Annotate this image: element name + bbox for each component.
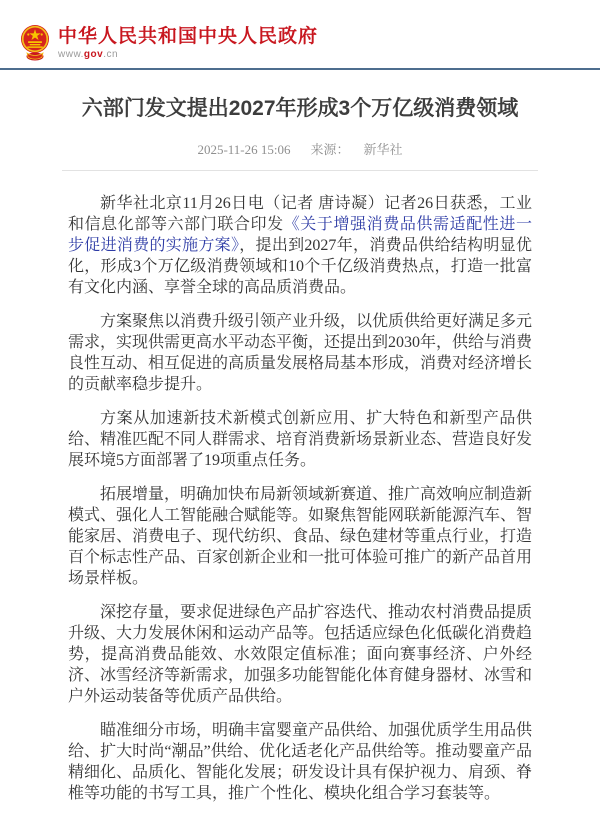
bottom-padding [0,817,600,835]
site-url-gov: gov [83,48,104,60]
site-url [58,48,318,61]
paragraph-4: 拓展增量，明确加快布局新领域新赛道、推广高效响应制造新模式、强化人工智能融合赋能等。如聚焦智能网联新能源汽车、智能家居、消费电子、现代纺织、食品、绿色建材等重点行业，打造百个标志性产品、百家创新企业和一批可体验可推广的新产品首用场景样板。 [68,486,533,587]
meta-divider [62,170,538,171]
paragraph-2: 方案聚焦以消费升级引领产业升级，以优质供给更好满足多元需求，实现供需更高水平动态平衡，还提出到2030年，供给与消费良性互动、相互促进的高质量发展格局基本形成，消费对经济增长的贡献率稳步提升。 [68,313,533,393]
national-emblem-icon [20,24,50,62]
paragraph-5: 深挖存量，要求促进绿色产品扩容迭代、推动农村消费品提质升级、大力发展休闲和运动产品等。包括适应绿色化低碳化消费趋势，提高消费品能效、水效限定值标准；面向赛事经济、户外经济、冰雪经济等新需求，加强多功能智能化体育健身器材、冰雪和户外运动装备等优质产品供给。 [68,604,533,705]
paragraph-1-post: ，提出到2027年，消费品供给结构明显优化，形成3个万亿级消费领域和10个千亿级消费热点，打造一批富有文化内涵、享誉全球的高品质消费品。 [68,237,532,296]
article-title: 六部门发文提出2027年形成3个万亿级消费领域 [81,97,519,120]
paragraph-6: 瞄准细分市场，明确丰富婴童产品供给、加强优质学生用品供给、扩大时尚“潮品”供给、优化适老化产品供给等。推动婴童产品精细化、品质化、智能化发展；研发设计具有保护视力、肩颈、脊椎等功能的书写工具，推广个性化、模块化组合学习套装等。 [68,722,533,802]
article-body [68,193,532,804]
site-url-www: www. [58,48,84,60]
header-divider [0,68,600,70]
policy-document-link[interactable]: 《关于增强消费品供需适配性进一步促进消费的实施方案》 [68,216,532,254]
paragraph-1 [68,193,532,298]
article-main [0,95,600,835]
article-meta [0,139,600,158]
site-logo[interactable] [0,0,600,68]
source-name: 新华社 [363,142,403,157]
site-url-cn: .cn [103,48,119,60]
site-header [0,0,600,70]
source-label: 来源： [310,142,350,157]
paragraph-1-pre: 新华社北京11月26日电（记者 唐诗凝）记者26日获悉，工业和信息化部等六部门联合印发 [68,195,532,233]
site-title-block [58,26,318,61]
publish-date: 2025-11-26 15:06 [197,142,291,157]
site-name: 中华人民共和国中央人民政府 [58,25,319,47]
paragraph-3: 方案从加速新技术新模式创新应用、扩大特色和新型产品供给、精准匹配不同人群需求、培育消费新场景新业态、营造良好发展环境5方面部署了19项重点任务。 [68,410,533,469]
